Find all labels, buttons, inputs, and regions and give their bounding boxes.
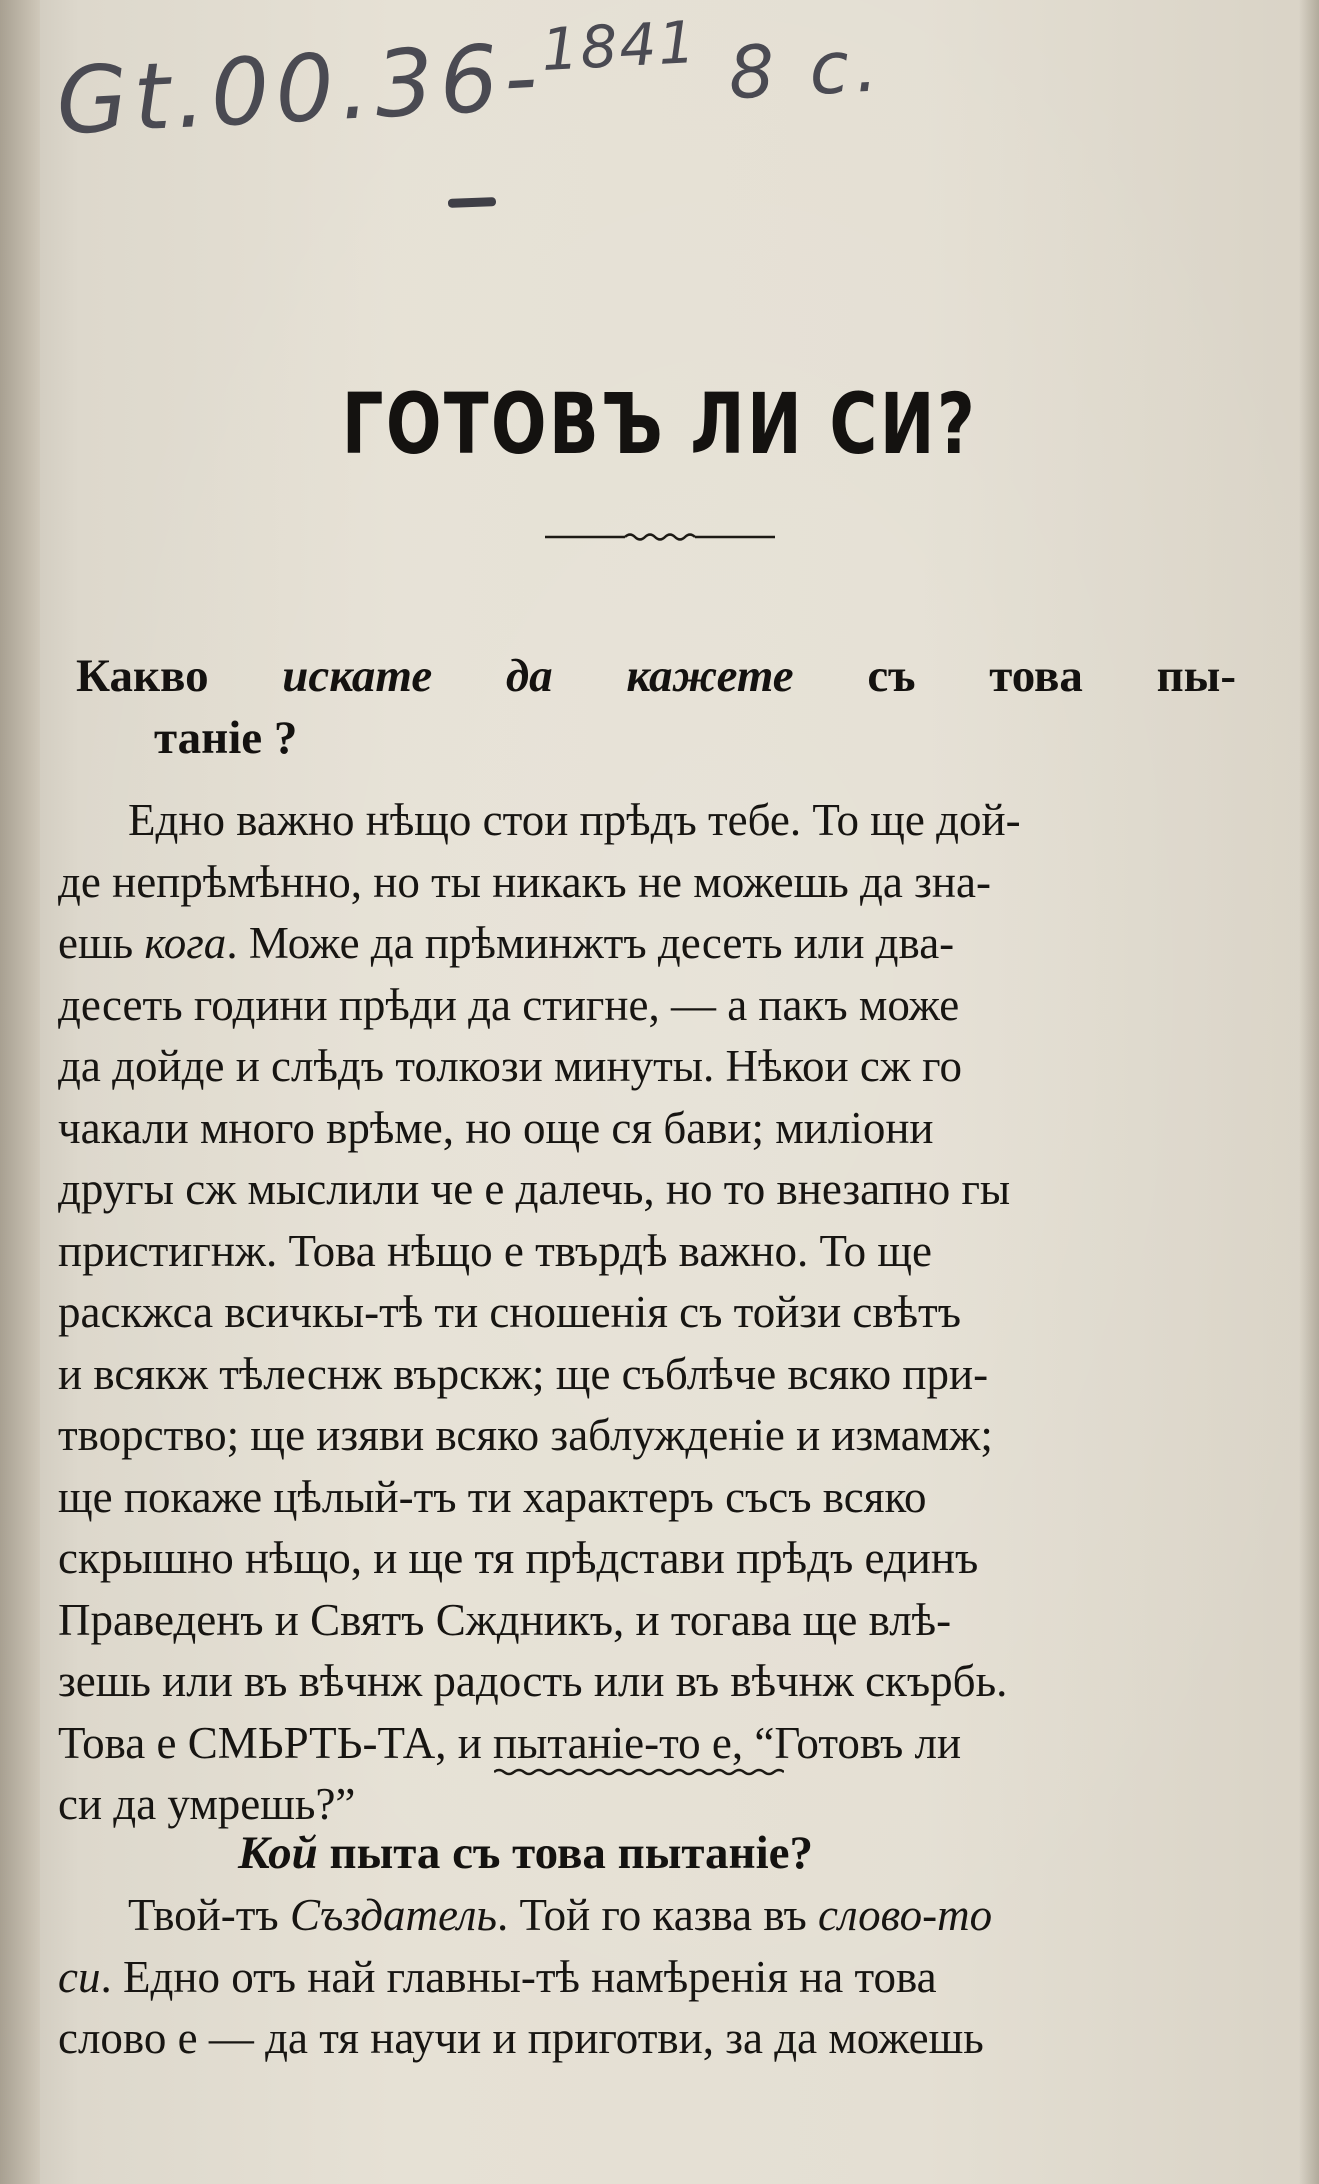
section-question-2 (238, 1822, 1138, 1884)
page-title: ГОТОВЪ ЛИ СИ? (341, 375, 978, 473)
italic-word: слово-то (818, 1890, 993, 1940)
paragraph-1 (58, 790, 1268, 1836)
text-run: ешь (58, 918, 145, 968)
text-line: другы сж мыслили че е далечь, но то внезапно гы (58, 1164, 1011, 1214)
question-text: Какво (76, 650, 283, 702)
text-line: раскжса всичкы-тѣ ти сношенія съ тойзи свѣтъ (58, 1287, 961, 1337)
text-line: де непрѣмѣнно, но ты никакъ не можешь да зна- (58, 856, 991, 907)
ornamental-divider (545, 532, 775, 542)
question-emphasis: Кой (238, 1827, 318, 1879)
question-text: пыта съ това пытаніе? (317, 1827, 814, 1879)
text-line: Праведенъ и Святъ Сждникъ, и тогава ще влѣ- (58, 1594, 952, 1645)
paragraph-2 (58, 1885, 1268, 2070)
text-line: чакали много врѣме, но още ся бави; миліони (58, 1102, 934, 1153)
wavy-divider (494, 1767, 784, 1777)
text-line: си да умрешь?” (58, 1779, 356, 1829)
text-line: Едно важно нѣщо стои прѣдъ тебе. То ще дой- (128, 795, 1021, 845)
text-line: пристигнж. Това нѣщо е твърдѣ важно. То ще (58, 1225, 932, 1276)
question-continuation: таніе ? (154, 712, 298, 764)
text-run: . Може да прѣминжтъ десеть или два- (226, 918, 955, 968)
text-run: . Едно отъ най главны-тѣ намѣренія на това (100, 1951, 937, 2002)
text-line: десеть години прѣди да стигне, — а пакъ може (58, 979, 960, 1030)
text-run: Твой-тъ (128, 1890, 290, 1940)
text-line (58, 1947, 1268, 2009)
text-line: Това е СМЬРТЬ-ТА, и пытаніе-то е, “Готовъ ли (58, 1717, 962, 1768)
text-line: творство; ще изяви всяко заблужденіе и измамж; (58, 1410, 993, 1460)
text-line: зешь или въ вѣчнж радость или въ вѣчнж скърбь. (58, 1656, 1008, 1706)
text-line: скрышно нѣщо, и ще тя прѣдстави прѣдъ единъ (58, 1533, 979, 1583)
text-run: . Той го казва въ (497, 1890, 818, 1940)
call-number-suffix: 8 c. (726, 23, 886, 116)
page-edge-right (1299, 0, 1319, 2184)
text-line (58, 913, 1268, 975)
text-line: да дойде и слѣдъ толкози минуты. Нѣкои сж го (58, 1041, 962, 1091)
question-emphasis: искате да кажете (282, 650, 794, 702)
italic-word: Създатель (289, 1890, 498, 1940)
text-line: и всякж тѣлеснж върскж; ще съблѣче всяко при- (58, 1348, 989, 1399)
section-question-1 (76, 645, 1236, 769)
call-number-main: Gt.00.36- (53, 23, 546, 156)
call-number-year: 1841 (539, 7, 699, 85)
text-line: ще покаже цѣлый-тъ ти характеръ съсъ всяко (58, 1471, 927, 1522)
text-line (58, 1885, 1268, 1947)
italic-word: кога (144, 918, 227, 968)
text-line: слово е — да тя научи и приготви, за да можешь (58, 2013, 984, 2063)
italic-word: си (58, 1951, 101, 2002)
question-text: съ това пы- (793, 650, 1237, 702)
page-gutter-left (0, 0, 40, 2184)
handwritten-dash (448, 197, 496, 208)
